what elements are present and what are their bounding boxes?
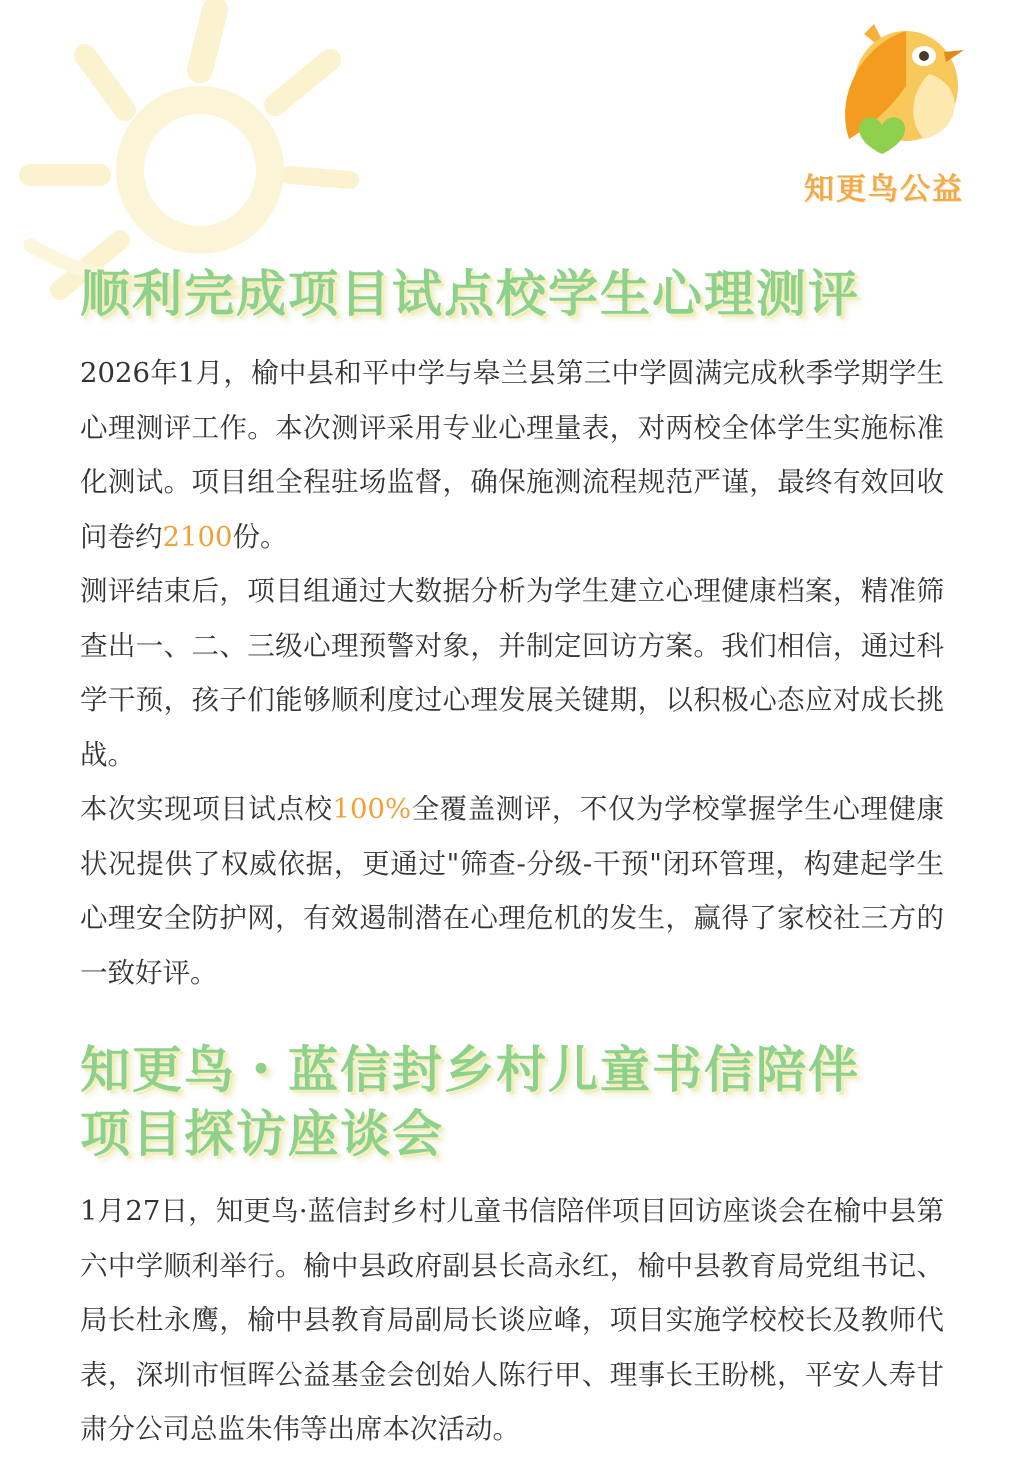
title-line-1: 知更鸟・蓝信封乡村儿童书信陪伴 — [80, 1041, 860, 1099]
zhigengniao-logo — [794, 14, 974, 214]
paragraph: 1月27日，知更鸟·蓝信封乡村儿童书信陪伴项目回访座谈会在榆中县第六中学顺利举行。榆中县政府副县长高永红，榆中县教育局党组书记、局长杜永鹰，榆中县教育局副局长谈应峰，项目实施学校校长及教师代表，深圳市恒晖公益基金会创始人陈行甲、理事长王盼桃，平安人寿甘肃分公司总监朱伟等出席本次活动。 — [80, 1195, 944, 1445]
paragraph: 2026年1月，榆中县和平中学与皋兰县第三中学圆满完成秋季学期学生心理测评工作。本次测评采用专业心理量表，对两校全体学生实施标准化测试。项目组全程驻场监督，确保施测流程规范严谨，最终有效回收问卷约2100份。 — [80, 357, 944, 553]
robin-bird-icon — [794, 14, 974, 164]
section-title-psych-assessment: 顺利完成项目试点校学生心理测评 — [80, 265, 860, 323]
paragraph: 本次实现项目试点校100%全覆盖测评，不仅为学校掌握学生心理健康状况提供了权威依据，更通过"筛查-分级-干预"闭环管理，构建起学生心理安全防护网，有效遏制潜在心理危机的发生，赢得了家校社三方的一致好评。 — [80, 793, 945, 989]
section-title-letter-visit — [80, 1038, 944, 1166]
title-line-2: 项目探访座谈会 — [80, 1105, 444, 1163]
article-content — [80, 262, 944, 1457]
section-letter-visit — [80, 1038, 944, 1457]
logo-text: 知更鸟公益 — [804, 172, 964, 207]
highlight-number: 2100 — [162, 520, 233, 553]
highlight-percent: 100% — [332, 793, 412, 825]
paragraph: 测评结束后，项目组通过大数据分析为学生建立心理健康档案，精准筛查出一、二、三级心理预警对象，并制定回访方案。我们相信，通过科学干预，孩子们能够顺利度过心理发展关键期，以积极心态应对成长挑战。 — [80, 575, 944, 771]
